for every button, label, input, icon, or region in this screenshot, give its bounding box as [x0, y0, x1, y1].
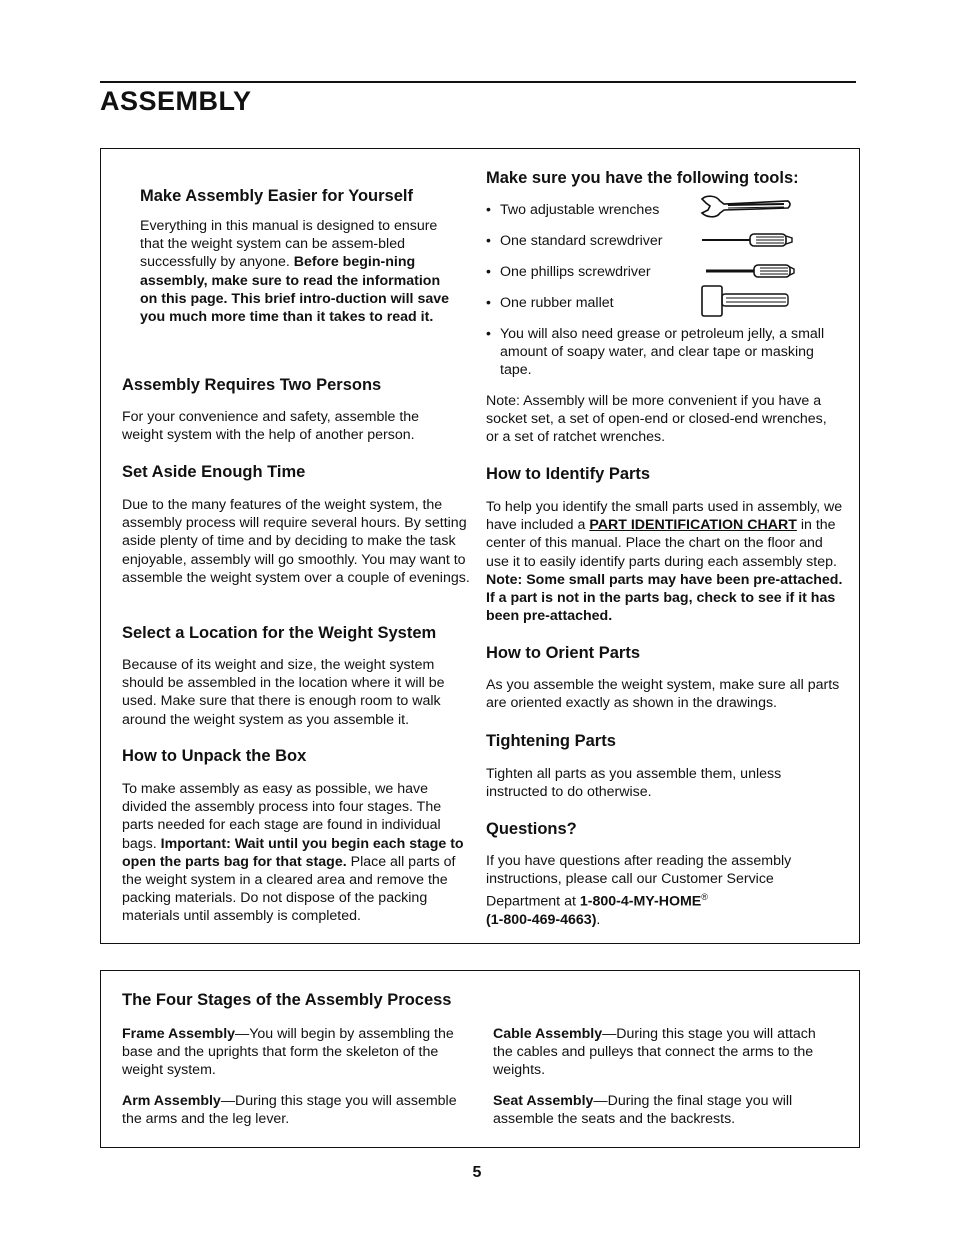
adjustable-wrench-icon: [698, 195, 792, 219]
section-text-tighten: Tighten all parts as you assemble them, unless instructed to do otherwise.: [486, 766, 782, 801]
stage-arm: Arm Assembly—During this stage you will assemble the arms and the leg lever.: [122, 1093, 457, 1128]
title-rule: [100, 81, 856, 83]
bullet: •: [486, 263, 491, 279]
section-heading-identify: How to Identify Parts: [486, 465, 651, 483]
phone-number: 1-800-4-MY-HOME: [579, 894, 702, 911]
part-identification-chart-link: PART IDENTIFICATION CHART: [589, 517, 797, 534]
bullet: •: [486, 201, 491, 217]
phillips-screwdriver-icon: [704, 262, 796, 280]
section-heading-location: Select a Location for the Weight System: [122, 624, 437, 642]
tool-item-standard-screwdriver: One standard screwdriver: [500, 233, 663, 249]
section-heading-tighten: Tightening Parts: [486, 732, 616, 750]
section-heading-two-persons: Assembly Requires Two Persons: [122, 376, 382, 394]
section-text-unpack: To make assembly as easy as possible, we have divided the assembly process into four stages. The parts needed for each stage are found in individual bags. Important: Wait until you begin each stage to open the parts bag for that stage. Place all parts of the weight system in a cleared area and remove the packing materials. Do not dispose of the packing materials until assembly is completed.: [122, 781, 464, 925]
section-heading-easier: Make Assembly Easier for Yourself: [140, 187, 413, 205]
stage-seat: Seat Assembly—During the final stage you will assemble the seats and the backrests.: [493, 1093, 793, 1128]
section-text-two-persons: For your convenience and safety, assemble the weight system with the help of another person.: [122, 409, 420, 444]
section-text-orient: As you assemble the weight system, make sure all parts are oriented exactly as shown in the drawings.: [486, 677, 840, 712]
section-heading-unpack: How to Unpack the Box: [122, 747, 307, 765]
tools-note: Note: Assembly will be more convenient if you have a socket set, a set of open-end or closed-end wrenches, or a set of ratchet wrenches.: [486, 393, 827, 446]
section-heading-questions: Questions?: [486, 820, 577, 838]
phone-number-digits: (1-800-469-4663): [486, 912, 597, 929]
tool-item-wrench: Two adjustable wrenches: [500, 202, 660, 218]
page-number: 5: [472, 1164, 482, 1181]
section-text-easier: Everything in this manual is designed to ensure that the weight system can be assem-bled successfully by anyone. Before begin-ning assembly, make sure to read the information on this page. This brief intro-duction will save you much more time than it takes to read it.: [140, 218, 450, 326]
stages-heading: The Four Stages of the Assembly Process: [122, 991, 452, 1009]
section-text-questions: If you have questions after reading the assembly instructions, please call our Customer Service Department at 1-800-4-MY-HOME® (1-800-469-4663).: [486, 853, 792, 929]
section-heading-orient: How to Orient Parts: [486, 644, 641, 662]
section-text-time: Due to the many features of the weight system, the assembly process will require several hours. By setting aside plenty of time and by deciding to make the task enjoyable, assembly will go smoothly. You may want to assemble the weight system over a couple of evenings.: [122, 497, 470, 586]
bullet: •: [486, 294, 491, 310]
stage-cable: Cable Assembly—During this stage you will attach the cables and pulleys that connect the arms to the weights.: [493, 1026, 816, 1079]
section-heading-time: Set Aside Enough Time: [122, 463, 306, 481]
section-text-identify: To help you identify the small parts used in assembly, we have included a PART IDENTIFICATION CHART in the center of this manual. Place the chart on the floor and use it to easily identify parts during each assembly step. Note: Some small parts may have been pre-attached. If a part is not in the parts bag, check to see if it has been pre-attached.: [486, 499, 843, 625]
section-heading-tools: Make sure you have the following tools:: [486, 169, 799, 187]
page-title: ASSEMBLY: [100, 86, 252, 116]
tool-item-phillips-screwdriver: One phillips screwdriver: [500, 264, 651, 280]
bullet: •: [486, 325, 491, 341]
standard-screwdriver-icon: [700, 231, 794, 249]
tool-item-mallet: One rubber mallet: [500, 295, 614, 311]
stage-frame: Frame Assembly—You will begin by assembling the base and the uprights that form the skeleton of the weight system.: [122, 1026, 454, 1079]
tools-extra-text: You will also need grease or petroleum jelly, a small amount of soapy water, and clear tape or masking tape.: [500, 326, 825, 379]
rubber-mallet-icon: [700, 284, 792, 318]
bullet: •: [486, 232, 491, 248]
section-text-location: Because of its weight and size, the weight system should be assembled in the location where it will be used. Make sure that there is enough room to walk around the weight system as you assemble it.: [122, 657, 445, 728]
